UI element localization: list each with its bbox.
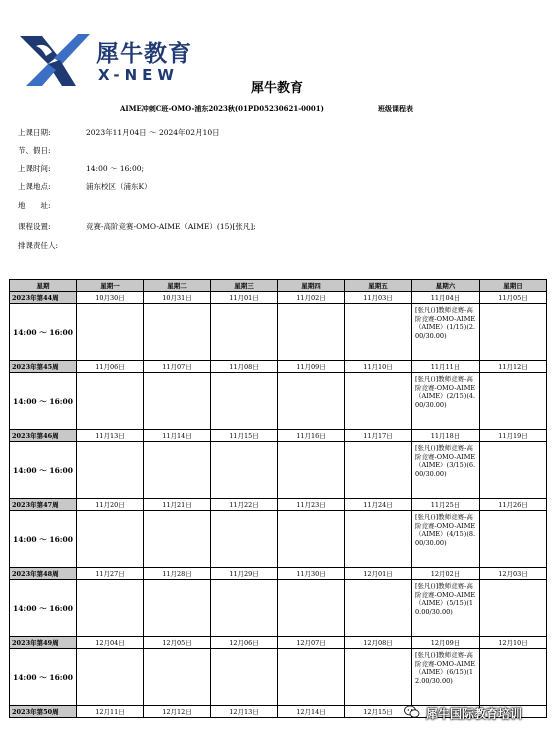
page-title: 犀牛教育 bbox=[250, 81, 303, 96]
empty-slot-cell bbox=[480, 580, 547, 637]
info-row-location bbox=[18, 181, 152, 192]
lesson-text: [张凡()]教师竞赛-高阶竞赛-OMO-AIME（AIME）(2/15)(4.00/30.00) bbox=[415, 375, 476, 409]
date-cell: 12月08日 bbox=[345, 637, 412, 649]
empty-slot-cell bbox=[144, 511, 211, 568]
empty-slot-cell bbox=[278, 511, 345, 568]
date-cell: 11月06日 bbox=[77, 361, 144, 373]
lesson-text: [张凡()]教师竞赛-高阶竞赛-OMO-AIME（AIME）(6/15)(12.00/30.00) bbox=[415, 651, 476, 685]
date-cell: 10月30日 bbox=[77, 292, 144, 304]
date-cell: 11月29日 bbox=[211, 568, 278, 580]
empty-slot-cell bbox=[211, 304, 278, 361]
empty-slot-cell bbox=[278, 373, 345, 430]
week-date-row bbox=[10, 499, 547, 511]
empty-slot-cell bbox=[77, 304, 144, 361]
wechat-watermark bbox=[404, 704, 544, 724]
column-header: 星期六 bbox=[412, 280, 480, 292]
date-cell: 11月12日 bbox=[480, 361, 547, 373]
empty-slot-cell bbox=[278, 442, 345, 499]
date-cell: 11月04日 bbox=[412, 292, 480, 304]
week-label: 2023年第50周 bbox=[10, 706, 77, 718]
date-cell: 11月15日 bbox=[211, 430, 278, 442]
week-label: 2023年第49周 bbox=[10, 637, 77, 649]
empty-slot-cell bbox=[345, 580, 412, 637]
date-cell: 11月22日 bbox=[211, 499, 278, 511]
watermark-text: 犀牛国际教育培训 bbox=[426, 707, 523, 721]
date-cell: 12月11日 bbox=[77, 706, 144, 718]
date-cell: 11月03日 bbox=[345, 292, 412, 304]
empty-slot-cell bbox=[77, 649, 144, 706]
time-slot-label: 14:00 ～ 16:00 bbox=[10, 442, 77, 499]
week-date-row bbox=[10, 292, 547, 304]
week-label: 2023年第45周 bbox=[10, 361, 77, 373]
info-label: 上课时间: bbox=[18, 164, 51, 173]
empty-slot-cell bbox=[211, 511, 278, 568]
date-cell: 11月30日 bbox=[278, 568, 345, 580]
empty-slot-cell bbox=[144, 304, 211, 361]
empty-slot-cell bbox=[144, 442, 211, 499]
date-cell: 10月31日 bbox=[144, 292, 211, 304]
empty-slot-cell bbox=[278, 580, 345, 637]
empty-slot-cell bbox=[144, 580, 211, 637]
date-cell: 11月25日 bbox=[412, 499, 480, 511]
date-cell: 12月14日 bbox=[278, 706, 345, 718]
week-label: 2023年第47周 bbox=[10, 499, 77, 511]
date-cell: 11月26日 bbox=[480, 499, 547, 511]
info-label: 地 址: bbox=[18, 201, 51, 210]
empty-slot-cell bbox=[480, 511, 547, 568]
info-label: 排课责任人: bbox=[18, 241, 59, 250]
sheet-name: 班级课程表 bbox=[378, 104, 413, 113]
week-date-row bbox=[10, 361, 547, 373]
brand-name-cn: 犀牛教育 bbox=[96, 41, 192, 67]
info-row-time bbox=[18, 163, 144, 174]
date-cell: 11月17日 bbox=[345, 430, 412, 442]
time-slot-row bbox=[10, 373, 547, 430]
column-header: 星期五 bbox=[345, 280, 412, 292]
info-row-date bbox=[18, 127, 220, 138]
empty-slot-cell bbox=[345, 304, 412, 361]
info-label: 节、假日: bbox=[18, 146, 51, 155]
date-cell: 12月13日 bbox=[211, 706, 278, 718]
empty-slot-cell bbox=[345, 373, 412, 430]
date-cell: 12月07日 bbox=[278, 637, 345, 649]
date-cell: 11月14日 bbox=[144, 430, 211, 442]
empty-slot-cell bbox=[480, 442, 547, 499]
column-header: 星期一 bbox=[77, 280, 144, 292]
empty-slot-cell bbox=[345, 511, 412, 568]
week-date-row bbox=[10, 430, 547, 442]
date-cell: 11月19日 bbox=[480, 430, 547, 442]
info-row-course bbox=[18, 221, 256, 232]
date-cell: 11月28日 bbox=[144, 568, 211, 580]
date-cell: 12月04日 bbox=[77, 637, 144, 649]
info-value: 2023年11月04日 ～ 2024年02月10日 bbox=[86, 128, 220, 137]
lesson-cell bbox=[412, 442, 480, 499]
lesson-cell bbox=[412, 304, 480, 361]
date-cell: 12月10日 bbox=[480, 637, 547, 649]
date-cell: 11月02日 bbox=[278, 292, 345, 304]
date-cell: 11月11日 bbox=[412, 361, 480, 373]
lesson-text: [张凡()]教师竞赛-高阶竞赛-OMO-AIME（AIME）(1/15)(2.00/30.00) bbox=[415, 306, 476, 340]
week-label: 2023年第46周 bbox=[10, 430, 77, 442]
time-slot-row bbox=[10, 580, 547, 637]
lesson-text: [张凡()]教师竞赛-高阶竞赛-OMO-AIME（AIME）(3/15)(6.00/30.00) bbox=[415, 444, 476, 478]
empty-slot-cell bbox=[77, 442, 144, 499]
lesson-text: [张凡()]教师竞赛-高阶竞赛-OMO-AIME（AIME）(4/15)(8.00/30.00) bbox=[415, 513, 476, 547]
date-cell: 11月21日 bbox=[144, 499, 211, 511]
week-date-row bbox=[10, 637, 547, 649]
empty-slot-cell bbox=[345, 442, 412, 499]
column-header: 星期日 bbox=[480, 280, 547, 292]
empty-slot-cell bbox=[144, 649, 211, 706]
lesson-cell bbox=[412, 511, 480, 568]
date-cell: 11月01日 bbox=[211, 292, 278, 304]
lesson-cell bbox=[412, 580, 480, 637]
column-header: 星期四 bbox=[278, 280, 345, 292]
empty-slot-cell bbox=[480, 304, 547, 361]
empty-slot-cell bbox=[77, 373, 144, 430]
time-slot-label: 14:00 ～ 16:00 bbox=[10, 304, 77, 361]
time-slot-row bbox=[10, 304, 547, 361]
date-cell: 11月09日 bbox=[278, 361, 345, 373]
info-label: 上课日期: bbox=[18, 128, 51, 137]
date-cell: 11月23日 bbox=[278, 499, 345, 511]
time-slot-label: 14:00 ～ 16:00 bbox=[10, 373, 77, 430]
empty-slot-cell bbox=[345, 649, 412, 706]
time-slot-row bbox=[10, 511, 547, 568]
date-cell: 12月06日 bbox=[211, 637, 278, 649]
empty-slot-cell bbox=[278, 304, 345, 361]
empty-slot-cell bbox=[144, 373, 211, 430]
empty-slot-cell bbox=[211, 580, 278, 637]
date-cell: 12月02日 bbox=[412, 568, 480, 580]
week-label: 2023年第48周 bbox=[10, 568, 77, 580]
empty-slot-cell bbox=[480, 649, 547, 706]
empty-slot-cell bbox=[211, 649, 278, 706]
date-cell: 12月05日 bbox=[144, 637, 211, 649]
info-row-address bbox=[18, 200, 86, 211]
info-value: 浦东校区（浦东K） bbox=[86, 182, 152, 191]
date-cell: 11月16日 bbox=[278, 430, 345, 442]
date-cell: 12月15日 bbox=[345, 706, 412, 718]
date-cell: 11月20日 bbox=[77, 499, 144, 511]
lesson-cell bbox=[412, 373, 480, 430]
table-header-row bbox=[10, 280, 547, 292]
brand-name-en: X-NEW bbox=[98, 66, 179, 84]
time-slot-label: 14:00 ～ 16:00 bbox=[10, 511, 77, 568]
empty-slot-cell bbox=[77, 511, 144, 568]
info-value: 竞赛-高阶竞赛-OMO-AIME（AIME）(15)[张凡]; bbox=[86, 222, 256, 231]
time-slot-label: 14:00 ～ 16:00 bbox=[10, 649, 77, 706]
date-cell: 11月07日 bbox=[144, 361, 211, 373]
date-cell: 11月05日 bbox=[480, 292, 547, 304]
lesson-text: [张凡()]教师竞赛-高阶竞赛-OMO-AIME（AIME）(5/15)(10.00/30.00) bbox=[415, 582, 476, 616]
time-slot-label: 14:00 ～ 16:00 bbox=[10, 580, 77, 637]
empty-slot-cell bbox=[211, 373, 278, 430]
date-cell: 12月01日 bbox=[345, 568, 412, 580]
wechat-icon bbox=[404, 705, 420, 719]
date-cell: 11月18日 bbox=[412, 430, 480, 442]
time-slot-row bbox=[10, 442, 547, 499]
date-cell: 11月10日 bbox=[345, 361, 412, 373]
info-label: 上课地点: bbox=[18, 182, 51, 191]
week-date-row bbox=[10, 568, 547, 580]
time-slot-row bbox=[10, 649, 547, 706]
column-header: 星期三 bbox=[211, 280, 278, 292]
date-cell: 12月03日 bbox=[480, 568, 547, 580]
date-cell: 12月09日 bbox=[412, 637, 480, 649]
date-cell: 11月13日 bbox=[77, 430, 144, 442]
empty-slot-cell bbox=[211, 442, 278, 499]
column-header: 星期 bbox=[10, 280, 77, 292]
empty-slot-cell bbox=[278, 649, 345, 706]
schedule-table bbox=[9, 279, 547, 718]
week-label: 2023年第44周 bbox=[10, 292, 77, 304]
info-row-scheduler bbox=[18, 240, 86, 251]
date-cell: 11月24日 bbox=[345, 499, 412, 511]
lesson-cell bbox=[412, 649, 480, 706]
empty-slot-cell bbox=[480, 373, 547, 430]
column-header: 星期二 bbox=[144, 280, 211, 292]
date-cell: 12月12日 bbox=[144, 706, 211, 718]
empty-slot-cell bbox=[77, 580, 144, 637]
class-name: AIME冲刺C班-OMO-浦东2023秋(01PD05230621-0001) bbox=[120, 104, 324, 113]
info-value: 14:00 ～ 16:00; bbox=[86, 164, 145, 173]
info-label: 课程设置: bbox=[18, 222, 51, 231]
date-cell: 11月08日 bbox=[211, 361, 278, 373]
date-cell: 11月27日 bbox=[77, 568, 144, 580]
info-row-holiday bbox=[18, 145, 86, 156]
